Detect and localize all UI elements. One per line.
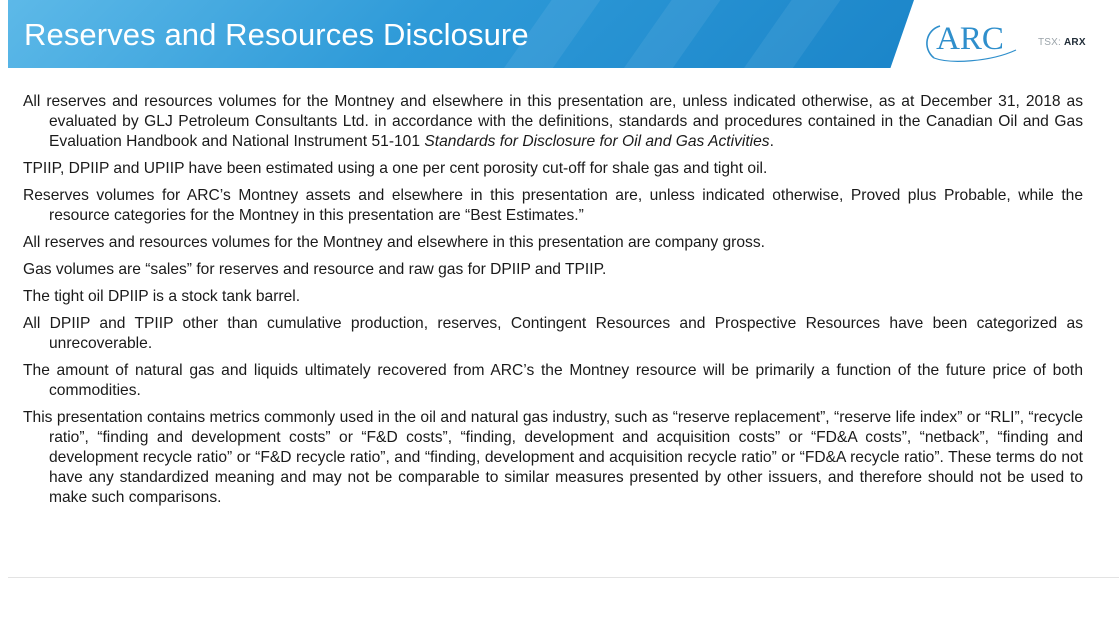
paragraph-reserves-evaluation (23, 92, 1083, 152)
disclosure-body (23, 92, 1083, 515)
arc-logo (920, 20, 1020, 64)
paragraph-gas-volumes: Gas volumes are “sales” for reserves and resource and raw gas for DPIIP and TPIIP. (23, 261, 607, 278)
paragraph-porosity-cutoff: TPIIP, DPIIP and UPIIP have been estimated using a one per cent porosity cut-off for shale gas and tight oil. (23, 160, 768, 177)
paragraph-tight-oil: The tight oil DPIIP is a stock tank barrel. (23, 288, 301, 305)
ticker-symbol: ARX (1064, 37, 1086, 48)
slide-title: Reserves and Resources Disclosure (24, 17, 529, 52)
paragraph-text: All reserves and resources volumes for the Montney and elsewhere in this presentation are, unless indicated otherwise, as at December 31, 2018 as evaluated by GLJ Petroleum Consultants Ltd. in accordance with the definitions, standards and procedures contained in the Canadian Oil and Gas Evaluation Handbook and National Instrument 51-101 (23, 93, 1083, 150)
paragraph-metrics: This presentation contains metrics commonly used in the oil and natural gas industry, such as “reserve replacement”, “reserve life index” or “RLI”, “recycle ratio”, “finding and development costs” or “F&D costs”, “finding, development and acquisition costs” or “FD&A costs”, “netback”, “finding and development recycle ratio” or “F&D recycle ratio”, and “finding, development and acquisition recycle ratio” or “FD&A recycle ratio”. These terms do not have any standardized meaning and may not be comparable to similar measures presented by other issuers, and therefore should not be used to make such comparisons. (23, 409, 1083, 506)
paragraph-commodity-price: The amount of natural gas and liquids ultimately recovered from ARC’s the Montney resource will be primarily a function of the future price of both commodities. (23, 362, 1083, 399)
header-stripe (606, 0, 731, 68)
footer-divider (8, 577, 1119, 578)
ticker-prefix: TSX: (1038, 37, 1062, 48)
paragraph-unrecoverable: All DPIIP and TPIIP other than cumulative production, reserves, Contingent Resources and Prospective Resources have been categorized as unrecoverable. (23, 315, 1083, 352)
paragraph-proved-probable: Reserves volumes for ARC’s Montney assets and elsewhere in this presentation are, unless indicated otherwise, Proved plus Probable, while the resource categories for the Montney in this presentation are “Best Estimates.” (23, 187, 1083, 224)
header-stripe (726, 0, 851, 68)
standards-title: Standards for Disclosure for Oil and Gas Activities (424, 133, 770, 150)
paragraph-company-gross: All reserves and resources volumes for the Montney and elsewhere in this presentation are company gross. (23, 234, 765, 251)
logo-text: ARC (936, 21, 1004, 57)
ticker-label (1038, 37, 1086, 48)
paragraph-text-end: . (769, 133, 774, 150)
